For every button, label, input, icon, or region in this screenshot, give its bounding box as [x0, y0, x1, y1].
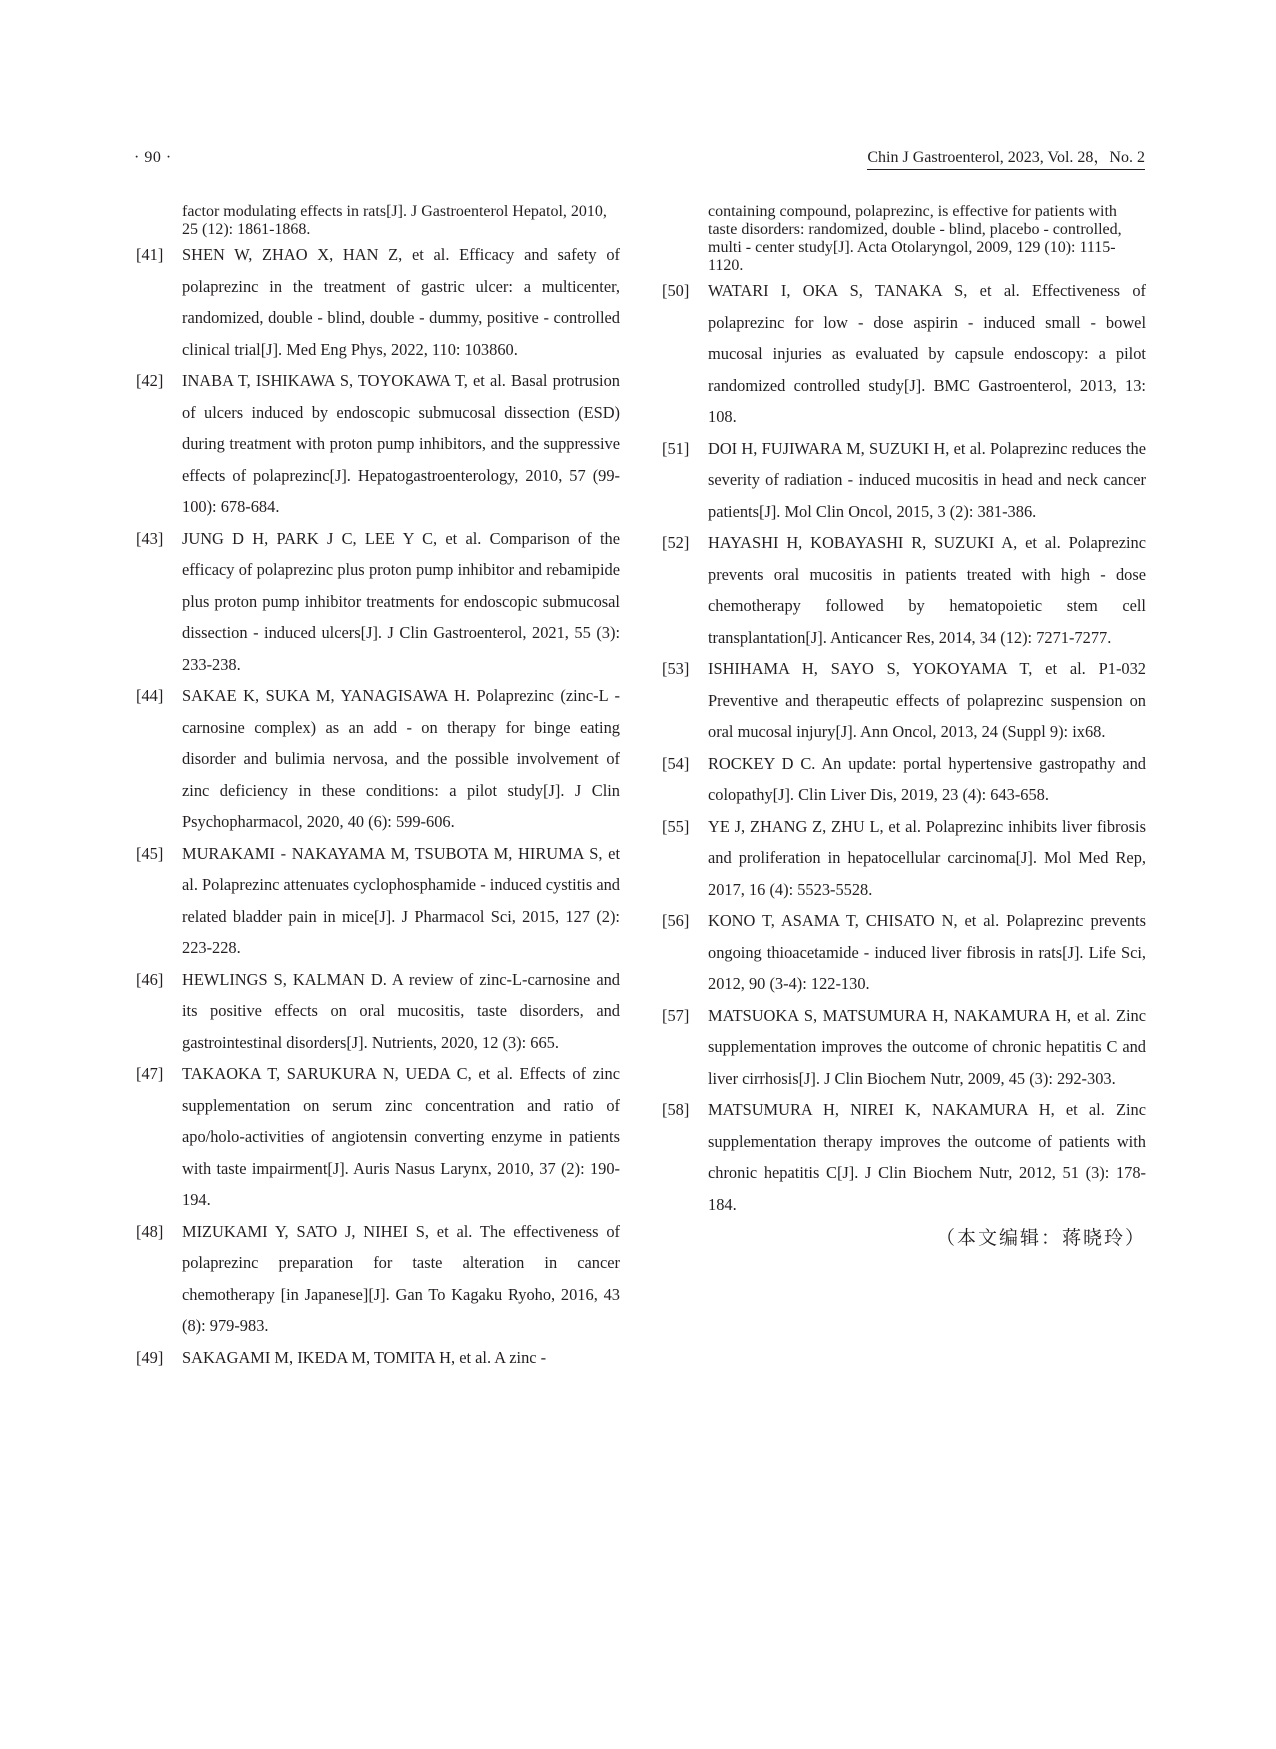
- reference-text: SHEN W, ZHAO X, HAN Z, et al. Efficacy and safety of polaprezinc in the treatment of gastric ulcer: a multicenter, randomized, double - blind, double - dummy, positive - controlled clinical trial[J]. Med Eng Phys, 2022, 110: 103860.: [182, 245, 620, 359]
- reference-continuation: containing compound, polaprezinc, is effective for patients with taste disorders: randomized, double - blind, placebo - controlled, multi - center study[J]. Acta Otolaryngol, 2009, 129 (10): 1115-1120.: [708, 203, 1122, 274]
- reference-number: [58]: [662, 1100, 690, 1119]
- reference-number: [56]: [662, 911, 690, 930]
- reference-item: [136, 1342, 620, 1374]
- reference-item: [136, 1058, 620, 1216]
- reference-text: SAKAE K, SUKA M, YANAGISAWA H. Polaprezinc (zinc-L - carnosine complex) as an add - on therapy for binge eating disorder and bulimia nervosa, and the possible involvement of zinc deficiency in these conditions: a pilot study[J]. J Clin Psychopharmacol, 2020, 40 (6): 599-606.: [182, 686, 620, 831]
- reference-item: [662, 748, 1146, 811]
- reference-text: TAKAOKA T, SARUKURA N, UEDA C, et al. Effects of zinc supplementation on serum zinc concentration and ratio of apo/holo-activities of angiotensin converting enzyme in patients with taste impairment[J]. Auris Nasus Larynx, 2010, 37 (2): 190-194.: [182, 1064, 620, 1209]
- reference-text: HEWLINGS S, KALMAN D. A review of zinc-L-carnosine and its positive effects on oral mucositis, taste disorders, and gastrointestinal disorders[J]. Nutrients, 2020, 12 (3): 665.: [182, 969, 620, 1052]
- reference-text: MURAKAMI - NAKAYAMA M, TSUBOTA M, HIRUMA S, et al. Polaprezinc attenuates cyclophosphamide - induced cystitis and related bladder pain in mice[J]. J Pharmacol Sci, 2015, 127 (2): 223-228.: [182, 843, 620, 957]
- reference-text: MATSUOKA S, MATSUMURA H, NAKAMURA H, et al. Zinc supplementation improves the outcome of chronic hepatitis C and liver cirrhosis[J]. J Clin Biochem Nutr, 2009, 45 (3): 292-303.: [708, 1005, 1146, 1088]
- reference-item: [136, 1216, 620, 1342]
- reference-item: [136, 365, 620, 523]
- reference-number: [45]: [136, 843, 164, 863]
- page-number: · 90 ·: [134, 149, 172, 166]
- reference-number: [53]: [662, 659, 690, 678]
- journal-citation: Chin J Gastroenterol, 2023, Vol. 28，No. 2: [867, 148, 1145, 170]
- reference-item: [136, 523, 620, 681]
- reference-item: [136, 680, 620, 838]
- reference-item: [662, 527, 1146, 653]
- reference-text: INABA T, ISHIKAWA S, TOYOKAWA T, et al. Basal protrusion of ulcers induced by endoscopic submucosal dissection (ESD) during treatment with proton pump inhibitors, and the suppressive effects of polaprezinc[J]. Hepatogastroenterology, 2010, 57 (99-100): 678-684.: [182, 371, 620, 516]
- reference-number: [57]: [662, 1005, 690, 1025]
- reference-number: [41]: [136, 245, 164, 264]
- reference-text: HAYASHI H, KOBAYASHI R, SUZUKI A, et al. Polaprezinc prevents oral mucositis in patients treated with high - dose chemotherapy followed by hematopoietic stem cell transplantation[J]. Anticancer Res, 2014, 34 (12): 7271-7277.: [708, 533, 1146, 647]
- reference-number: [46]: [136, 969, 164, 989]
- reference-number: [51]: [662, 438, 690, 458]
- reference-number: [54]: [662, 753, 690, 773]
- reference-text: WATARI I, OKA S, TANAKA S, et al. Effectiveness of polaprezinc for low - dose aspirin - induced small - bowel mucosal injuries as evaluated by capsule endoscopy: a pilot randomized controlled study[J]. BMC Gastroenterol, 2013, 13: 108.: [708, 281, 1146, 426]
- reference-number: [50]: [662, 281, 690, 300]
- reference-text: YE J, ZHANG Z, ZHU L, et al. Polaprezinc inhibits liver fibrosis and proliferation in hepatocellular carcinoma[J]. Mol Med Rep, 2017, 16 (4): 5523-5528.: [708, 816, 1146, 899]
- right-column: [662, 203, 1146, 1254]
- reference-item: [136, 964, 620, 1059]
- reference-text: KONO T, ASAMA T, CHISATO N, et al. Polaprezinc prevents ongoing thioacetamide - induced liver fibrosis in rats[J]. Life Sci, 2012, 90 (3-4): 122-130.: [708, 911, 1146, 993]
- reference-item: [662, 1000, 1146, 1095]
- left-column: [136, 203, 620, 1373]
- reference-item: [662, 433, 1146, 528]
- editor-note: （本文编辑：蒋晓玲）: [935, 1227, 1146, 1249]
- reference-item: [662, 653, 1146, 748]
- reference-text: ISHIHAMA H, SAYO S, YOKOYAMA T, et al. P1-032 Preventive and therapeutic effects of polaprezinc suspension on oral mucosal injury[J]. Ann Oncol, 2013, 24 (Suppl 9): ix68.: [708, 659, 1146, 741]
- reference-continuation: factor modulating effects in rats[J]. J Gastroenterol Hepatol, 2010, 25 (12): 1861-1868.: [182, 203, 607, 238]
- reference-item: [662, 811, 1146, 906]
- reference-text: MATSUMURA H, NIREI K, NAKAMURA H, et al. Zinc supplementation therapy improves the outcome of patients with chronic hepatitis C[J]. J Clin Biochem Nutr, 2012, 51 (3): 178-184.: [708, 1100, 1146, 1214]
- reference-text: JUNG D H, PARK J C, LEE Y C, et al. Comparison of the efficacy of polaprezinc plus proton pump inhibitor and rebamipide plus proton pump inhibitor treatments for endoscopic submucosal dissection - induced ulcers[J]. J Clin Gastroenterol, 2021, 55 (3): 233-238.: [182, 528, 620, 674]
- reference-item: [662, 275, 1146, 433]
- reference-number: [48]: [136, 1221, 164, 1241]
- reference-item: [662, 905, 1146, 1000]
- reference-text: SAKAGAMI M, IKEDA M, TOMITA H, et al. A zinc -: [182, 1347, 547, 1367]
- reference-number: [49]: [136, 1347, 164, 1367]
- reference-number: [55]: [662, 816, 690, 836]
- reference-number: [42]: [136, 371, 164, 390]
- reference-number: [47]: [136, 1064, 164, 1083]
- reference-number: [52]: [662, 533, 690, 552]
- reference-text: ROCKEY D C. An update: portal hypertensive gastropathy and colopathy[J]. Clin Liver Dis, 2019, 23 (4): 643-658.: [708, 753, 1146, 804]
- reference-number: [44]: [136, 686, 164, 705]
- reference-item: [662, 1094, 1146, 1220]
- reference-item: [136, 239, 620, 365]
- reference-number: [43]: [136, 528, 164, 548]
- reference-text: MIZUKAMI Y, SATO J, NIHEI S, et al. The effectiveness of polaprezinc preparation for taste alteration in cancer chemotherapy [in Japanese][J]. Gan To Kagaku Ryoho, 2016, 43 (8): 979-983.: [182, 1221, 620, 1335]
- reference-item: [136, 838, 620, 964]
- reference-text: DOI H, FUJIWARA M, SUZUKI H, et al. Polaprezinc reduces the severity of radiation - induced mucositis in head and neck cancer patients[J]. Mol Clin Oncol, 2015, 3 (2): 381-386.: [708, 438, 1146, 521]
